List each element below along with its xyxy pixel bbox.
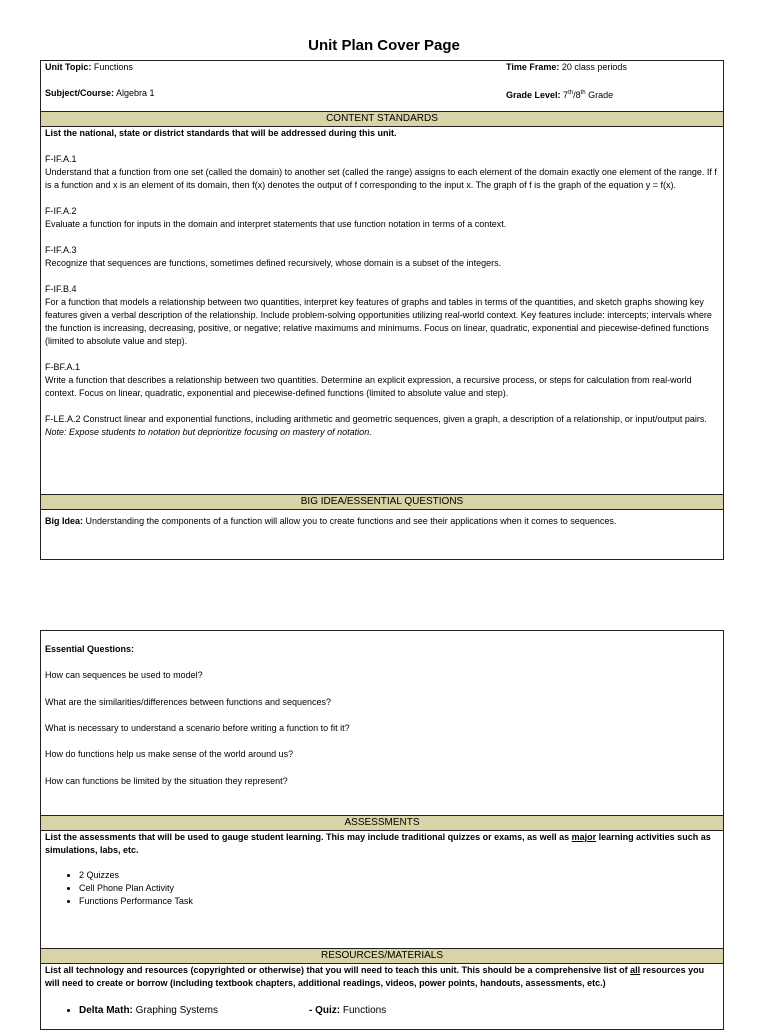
essential-questions [41, 643, 723, 656]
standard-text: Write a function that describes a relationship between two quantities. Determine an explicit expression, a recursive process, or steps for calculation from real-world context. Focus on linear, quadratic, exponential and piecewise-defined functions (limited to absolute value and step). [45, 375, 692, 398]
assessments-intro [41, 831, 723, 857]
standard-code: F-IF.A.3 [45, 245, 77, 255]
unit-topic-value: Functions [93, 62, 133, 72]
list-item: • Functions Performance Task [79, 895, 723, 908]
grade-seven: 7 [563, 90, 569, 100]
content-standards-body [41, 127, 723, 439]
resource-text: Graphing Systems [132, 1005, 218, 1016]
big-idea-text: Understanding the components of a function will allow you to create functions and see their applications when it comes to sequences. [85, 516, 617, 526]
subject-value: Algebra 1 [116, 88, 155, 98]
resources-intro-a: List all technology and resources (copyrighted or otherwise) that you will need to teach this unit. This should be a comprehensive list of [45, 965, 631, 975]
grade-word: Grade [588, 90, 614, 100]
resource-bold: - Quiz: [309, 1005, 341, 1016]
essential-question: How do functions help us make sense of the world around us? [45, 749, 294, 759]
assessments-list [41, 869, 723, 908]
assessments-intro-b: learning activities such as simulations, labs, etc. [45, 832, 711, 855]
standard-text: For a function that models a relationship between two quantities, interpret key features of graphs and tables in terms of the quantities, and sketch graphs showing key features given a verbal description of the relationship. Include problem-solving opportunities utilizing real-world context. Key features include: intercepts; intervals where the function is increasing, decreasing, positive, or negative; relative maximums and minimums. Focus on linear, quadratic, exponential and piecewise-defined functions (limited to absolute value and step). [45, 297, 712, 346]
resources-intro-b: resources you will need to create or borrow (including textbook chapters, additional readings, videos, power points, handouts, assessments, etc.) [45, 965, 705, 988]
time-frame-row [506, 61, 723, 74]
grade-row [506, 87, 723, 102]
content-standards-intro: List the national, state or district standards that will be addressed during this unit. [45, 128, 397, 138]
assessments-intro-a: List the assessments that will be used to gauge student learning. This may include traditional quizzes or exams, as well as [45, 832, 572, 842]
cover-table-bottom [40, 630, 724, 1030]
standard-text: Understand that a function from one set (called the domain) to another set (called the range) assigns to each element of the domain exactly one element of the range. If f is a function and x is an element of its domain, then f(x) denotes the output of f corresponding to the input x. The graph of f is the graph of the equation y = f(x). [45, 167, 717, 190]
big-idea-label: Big Idea: [45, 516, 84, 526]
list-item: • Cell Phone Plan Activity [79, 882, 723, 895]
resources-heading: RESOURCES/MATERIALS [41, 948, 723, 964]
content-standards-heading: CONTENT STANDARDS [41, 111, 723, 127]
standards-note: Note: Expose students to notation but deprioritize focusing on mastery of notation. [45, 427, 372, 437]
standard-text: Evaluate a function for inputs in the domain and interpret statements that use function notation in terms of a context. [45, 219, 507, 229]
standard-text: Recognize that sequences are functions, sometimes defined recursively, whose domain is a subset of the integers. [45, 258, 502, 268]
grade-label: Grade Level: [506, 90, 561, 100]
list-item [79, 1004, 309, 1018]
cover-table-top [40, 60, 724, 560]
standard-code: F-BF.A.1 [45, 362, 81, 372]
page-title: Unit Plan Cover Page [308, 37, 460, 54]
essential-question: What are the similarities/differences between functions and sequences? [45, 697, 331, 707]
unit-topic-label: Unit Topic: [45, 62, 92, 72]
resource-text: Functions [340, 1005, 387, 1016]
standard-code: F-IF.A.2 [45, 206, 77, 216]
essential-question: How can functions be limited by the situation they represent? [45, 776, 288, 786]
grade-th-1: th [568, 90, 574, 96]
grade-slash-eight: /8 [573, 90, 581, 100]
resources-intro-all: all [630, 965, 641, 975]
assessments-heading: ASSESSMENTS [41, 815, 723, 831]
standard-code: F-IF.A.1 [45, 154, 77, 164]
essential-questions-label: Essential Questions: [45, 644, 135, 654]
standard-code: F-IF.B.4 [45, 284, 77, 294]
essential-question: What is necessary to understand a scenario before writing a function to fit it? [45, 723, 350, 733]
time-frame-label: Time Frame: [506, 62, 560, 72]
time-frame-value: 20 class periods [561, 62, 627, 72]
standard-last: F-LE.A.2 Construct linear and exponential functions, including arithmetic and geometric sequences, given a graph, a description of a relationship, or input/output pairs. [45, 414, 707, 424]
essential-question: How can sequences be used to model? [45, 670, 203, 680]
subject-label: Subject/Course: [45, 88, 115, 98]
big-idea-heading: BIG IDEA/ESSENTIAL QUESTIONS [41, 494, 723, 510]
assessments-intro-major: major [571, 832, 597, 842]
resource-bold: Delta Math: [79, 1005, 133, 1016]
resources-intro [41, 964, 723, 990]
list-item: • 2 Quizzes [79, 869, 723, 882]
big-idea-row [41, 515, 723, 528]
grade-th-2: th [580, 90, 586, 96]
resources-quiz [309, 1004, 723, 1018]
